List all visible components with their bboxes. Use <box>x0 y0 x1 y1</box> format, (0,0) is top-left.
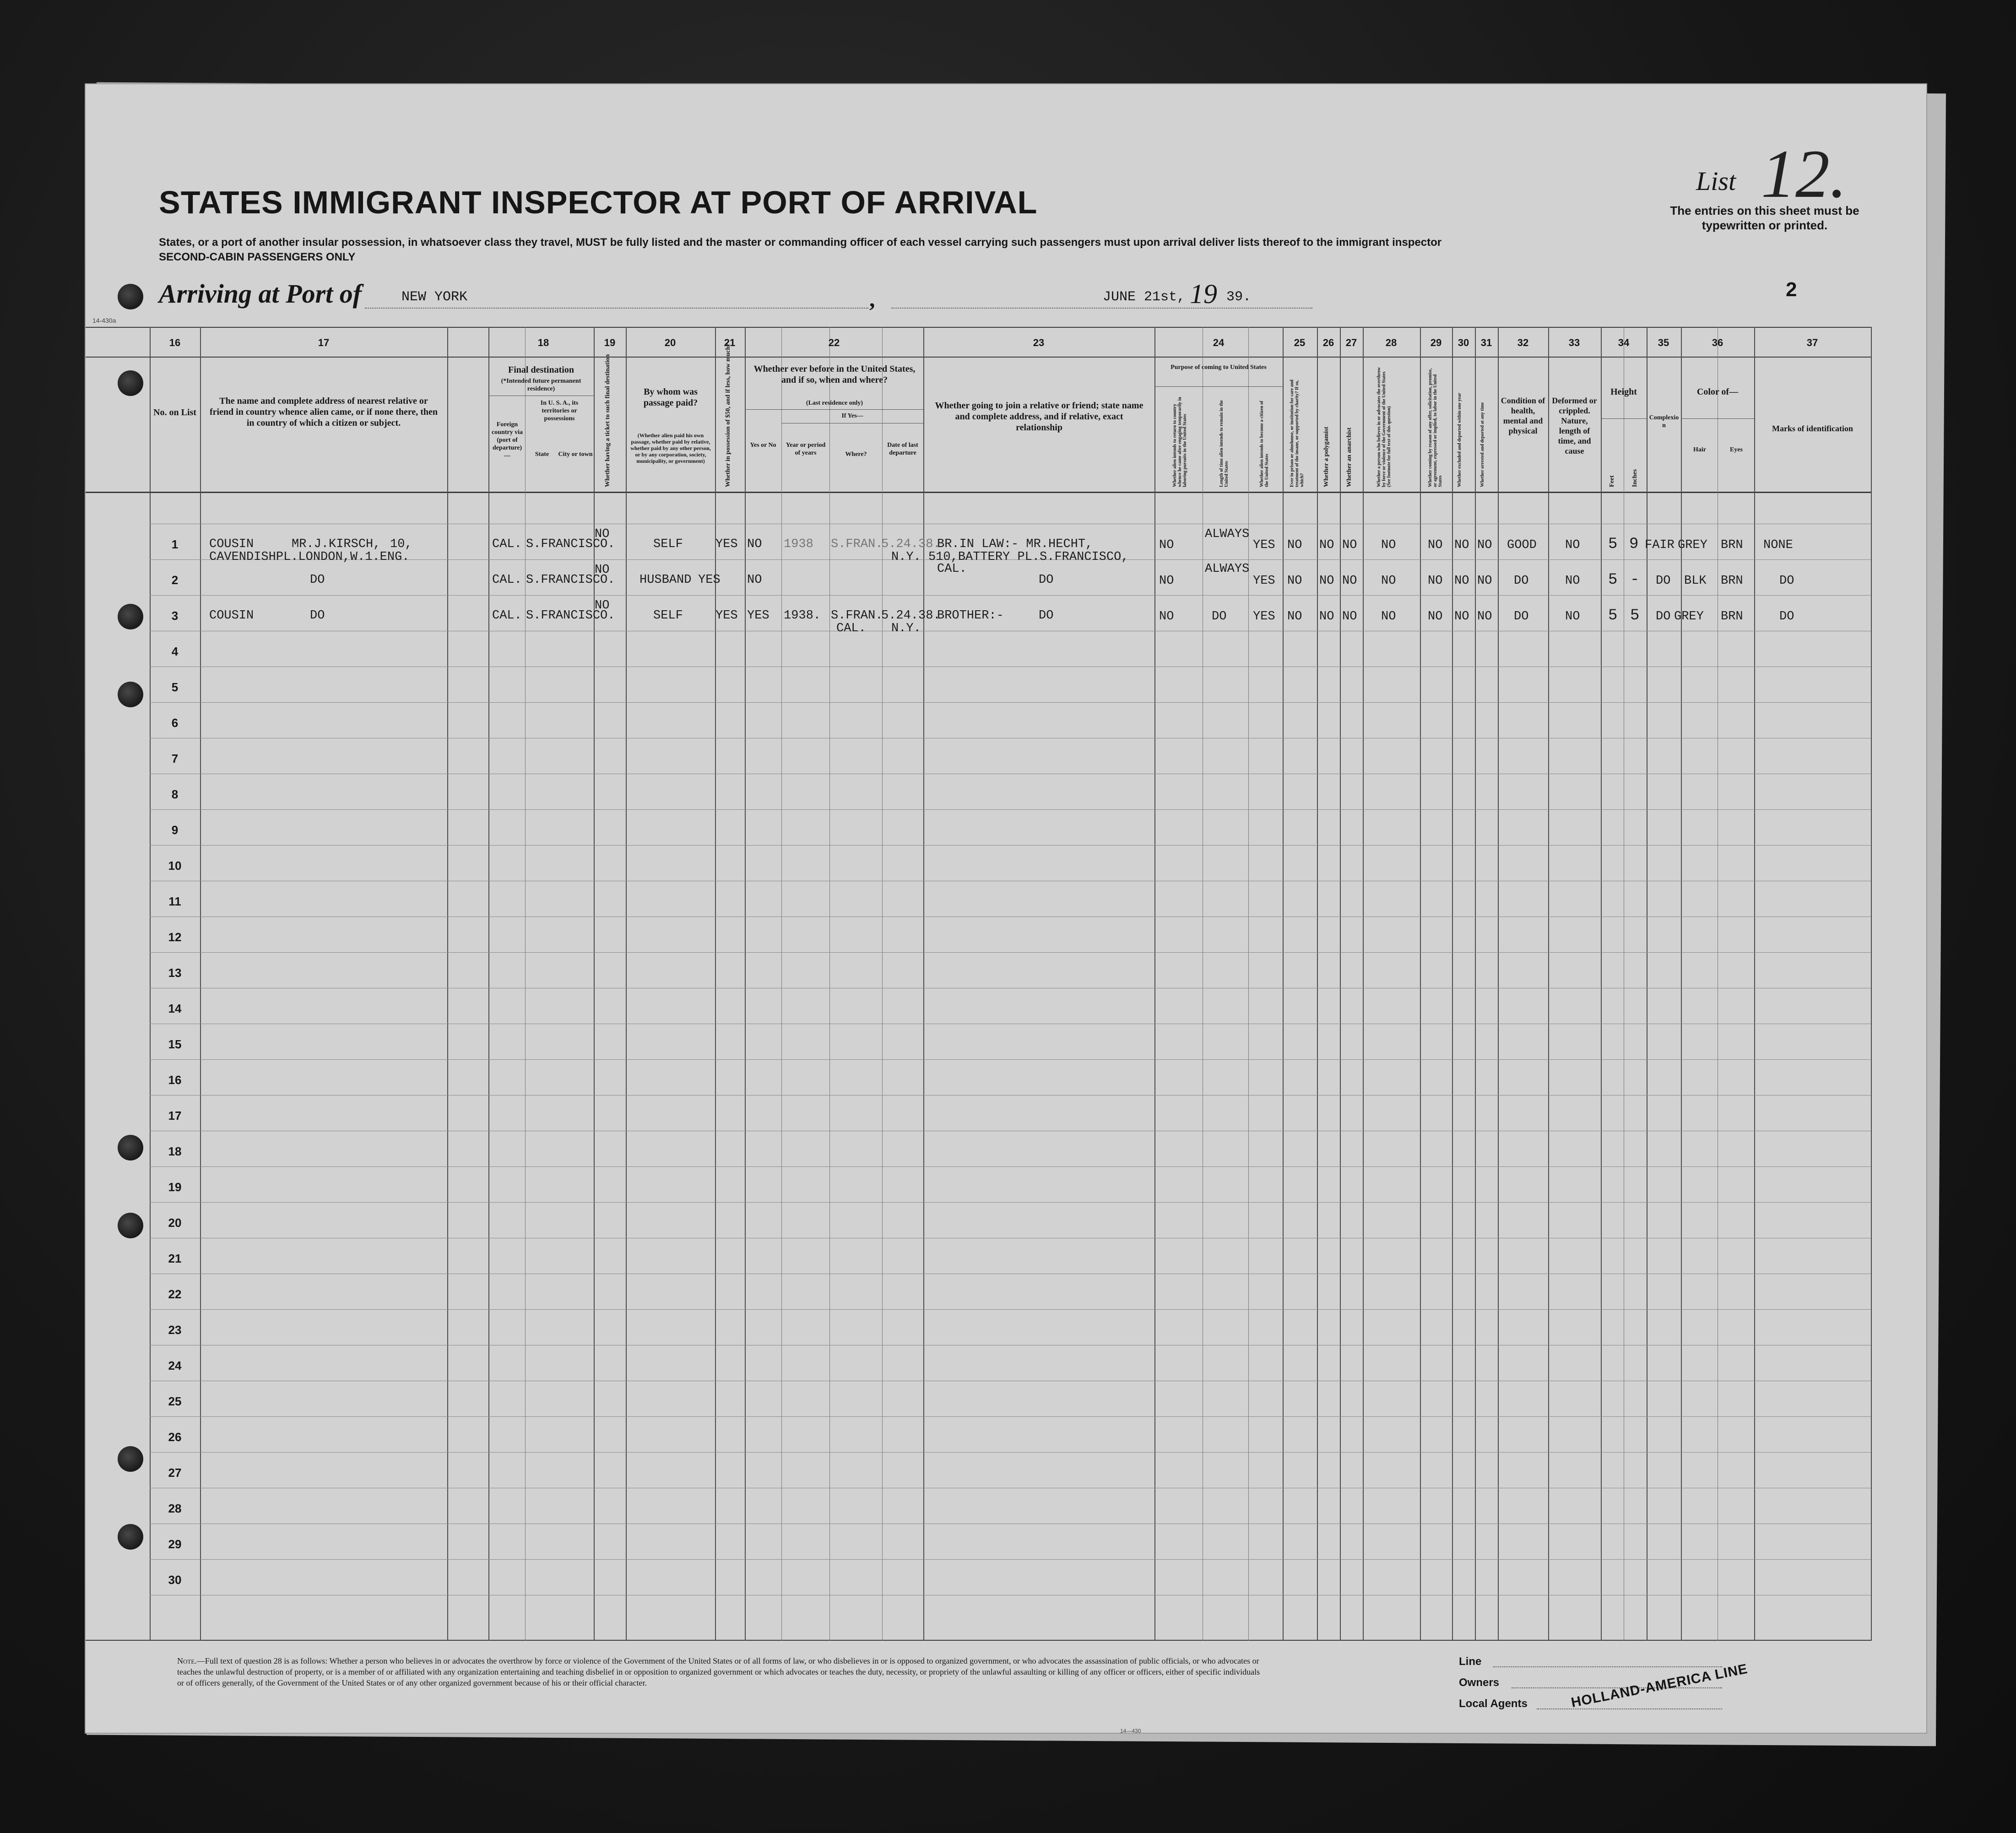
row-number: 6 <box>171 716 179 730</box>
header-where: Where? <box>845 451 867 458</box>
r2-complexion: DO <box>1656 574 1671 588</box>
r3-anarchist: NO <box>1342 610 1357 624</box>
r3-marks: DO <box>1779 610 1794 624</box>
r1-city: S.FRANCISCO. <box>526 537 615 551</box>
header-ticket: Whether having a ticket to such final destination <box>604 354 611 487</box>
row-number: 17 <box>168 1109 182 1123</box>
column-number: 21 <box>724 337 736 348</box>
header-feet: Feet <box>1609 475 1615 487</box>
column-number: 27 <box>1345 337 1357 348</box>
r2-eyes: BRN <box>1721 574 1743 588</box>
header-inches: Inches <box>1631 469 1638 487</box>
header-in-usa: In U. S. A., its territories or possessions <box>540 400 579 422</box>
header-overthrow: Whether a person who believes in or advocates the overthrow by force or violence of the Government of the United States (See footnote for full text of this question) <box>1377 367 1392 487</box>
header-fifty-dollars: Whether in possession of $50, and if less, how much? <box>725 343 732 487</box>
subheader-rule <box>1154 386 1283 387</box>
r2-hair: BLK <box>1684 574 1707 588</box>
row-number: 3 <box>171 609 179 623</box>
row-rule <box>150 1202 1871 1203</box>
row-number: 24 <box>168 1359 182 1372</box>
header-ever-before: Whether ever before in the United States, and if so, when and where? <box>753 364 916 385</box>
row-number: 4 <box>171 645 179 658</box>
footnote-text: —Full text of question 28 is as follows: Whether a person who believes in or advocates the overthrow by force or violence of the Government of the United States or of all forms of law, or who disbelieves in or is opposed to organized government, or who advocates the assassination of public officials, or who advocates or teaches the unlawful destruction of property, or is a member of or affiliated with any organization entertaining and teaching disbelief in or opposition to organized government or which advocates or teaches the duty, necessity, or propriety of the unlawful assaulting or killing of any officer or officers, either of specific individuals or of officers generally, of the Government of the United States or of any other organized government because of his or their official character. <box>177 1656 1260 1687</box>
r3-join-line2: N.Y. <box>891 622 921 635</box>
r1-ever-before: NO <box>747 537 762 551</box>
holland-america-stamp: HOLLAND-AMERICA LINE <box>1570 1661 1749 1711</box>
year-value: 39. <box>1226 289 1252 305</box>
row-rule <box>150 845 1871 846</box>
column-number: 30 <box>1458 337 1469 348</box>
header-anarchist: Whether an anarchist <box>1346 427 1353 487</box>
header-bottom-rule <box>86 492 1871 493</box>
r2-join: DO <box>1039 573 1054 587</box>
r1-date: 5.24.38. <box>881 537 941 551</box>
year-prefix: 19 <box>1190 279 1217 309</box>
r1-prison: NO <box>1287 538 1302 552</box>
list-label: List <box>1696 166 1736 196</box>
row-number: 14 <box>168 1002 182 1015</box>
column-number: 28 <box>1385 337 1397 348</box>
r2-inches: - <box>1630 571 1640 589</box>
r1-relative-number: 10, <box>390 537 412 551</box>
header-hair: Hair <box>1693 446 1706 453</box>
header-height: Height <box>1610 387 1637 397</box>
column-number: 35 <box>1658 337 1669 348</box>
subheader-rule <box>745 409 923 410</box>
subheader-rule <box>1601 418 1647 419</box>
row-number: 23 <box>168 1323 182 1337</box>
r2-polygamist: NO <box>1319 574 1334 588</box>
header-year-period: Year or period of years <box>786 442 826 456</box>
r1-relative: COUSIN <box>209 537 254 551</box>
r2-arrested: NO <box>1477 574 1492 588</box>
manifest-page <box>85 83 1927 1734</box>
header-deformed: Deformed or crippled. Nature, length of time, and cause <box>1552 396 1597 456</box>
footer-form-code: 14—430 <box>1120 1728 1141 1734</box>
row-number: 13 <box>168 966 182 980</box>
column-number: 18 <box>537 337 549 348</box>
column-number: 22 <box>828 337 840 348</box>
r2-anarchist: NO <box>1342 574 1357 588</box>
port-comma: , <box>869 286 875 312</box>
footer-line-rule <box>1493 1666 1722 1667</box>
r1-join-line2: N.Y. 510,BATTERY PL.S.FRANCISCO, <box>891 550 1129 564</box>
r3-date: 5.24.38. <box>881 609 941 623</box>
r2-relative-name: DO <box>310 573 325 587</box>
r3-deformed: NO <box>1565 610 1580 624</box>
header-purpose: Purpose of coming to United States <box>1171 364 1267 371</box>
r2-prison: NO <box>1287 574 1302 588</box>
column-number: 23 <box>1033 337 1045 348</box>
r1-where: S.FRAN. <box>831 537 883 551</box>
r3-state: CAL. <box>492 609 522 623</box>
r3-hair: GREY <box>1674 610 1704 624</box>
r3-relative: COUSIN <box>209 609 254 623</box>
r1-deformed: NO <box>1565 538 1580 552</box>
r3-ticket: NO <box>595 599 610 613</box>
row-rule <box>150 702 1871 703</box>
header-purpose-length: Length of time alien intends to remain in the United States <box>1219 400 1229 487</box>
header-color-of: Color of— <box>1696 387 1739 397</box>
r1-citizen: YES <box>1253 538 1275 552</box>
r1-offer: NO <box>1428 538 1443 552</box>
footnote-label: Note. <box>177 1656 197 1665</box>
header-date-last-departure: Date of last departure <box>887 442 918 456</box>
header-health: Condition of health, mental and physical <box>1501 396 1545 435</box>
r3-join-do: DO <box>1039 609 1054 623</box>
row-number: 22 <box>168 1287 182 1301</box>
r1-ticket: NO <box>595 527 610 541</box>
row-number: 18 <box>168 1144 182 1158</box>
header-final-destination-note: (*Intended future permanent residence) <box>501 378 581 392</box>
r3-eyes: BRN <box>1721 610 1743 624</box>
row-number: 10 <box>168 859 182 873</box>
r1-join-line3: CAL. <box>937 562 967 576</box>
row-number: 9 <box>171 823 179 837</box>
row-number: 26 <box>168 1430 182 1444</box>
r2-paid-by: HUSBAND <box>639 573 692 587</box>
r1-polygamist: NO <box>1319 538 1334 552</box>
r1-feet: 5 <box>1608 536 1618 553</box>
header-prison: Ever in prison or almshouse, or institution for care and treatment of the insane, or supported by charity? If so, which? <box>1290 380 1305 487</box>
r2-excluded: NO <box>1454 574 1469 588</box>
row-number: 1 <box>171 537 179 551</box>
r1-inches: 9 <box>1629 536 1639 553</box>
header-arrested: Whether arrested and deported at any time <box>1480 402 1485 487</box>
r3-ever-before: YES <box>747 609 770 623</box>
row-rule <box>150 595 1871 596</box>
row-number: 15 <box>168 1037 182 1051</box>
r1-complexion: FAIR <box>1645 538 1675 552</box>
column-number: 33 <box>1568 337 1580 348</box>
r2-health: DO <box>1514 574 1529 588</box>
r1-paid-by: SELF <box>653 537 683 551</box>
row-rule <box>150 1166 1871 1167</box>
row-rule <box>150 809 1871 810</box>
r3-polygamist: NO <box>1319 610 1334 624</box>
header-nearest-relative: The name and complete address of nearest relative or friend in country whence alien came, or if none there, then in country of which a citizen or subject. <box>209 396 438 428</box>
r2-state: CAL. <box>492 573 522 587</box>
r1-join-line1: BR.IN LAW:- MR.HECHT, <box>937 537 1093 551</box>
r3-overthrow: NO <box>1381 610 1396 624</box>
header-city: City or town <box>558 451 593 458</box>
footer-agents-rule <box>1537 1708 1722 1709</box>
header-complexion: Complexion <box>1649 414 1679 429</box>
r3-inches: 5 <box>1630 607 1640 624</box>
r3-complexion: DO <box>1656 610 1671 624</box>
header-passage-paid-note: (Whether alien paid his own passage, whether paid by relative, whether paid by any other person, or by any corporation, society, municipality, or government) <box>630 432 711 464</box>
r2-deformed: NO <box>1565 574 1580 588</box>
r3-year: 1938. <box>784 609 821 623</box>
r1-marks: NONE <box>1763 538 1793 552</box>
column-number: 25 <box>1294 337 1306 348</box>
row-number: 21 <box>168 1252 182 1265</box>
r1-anarchist: NO <box>1342 538 1357 552</box>
column-number-rule <box>86 357 1871 358</box>
port-label: Arriving at Port of <box>159 279 362 309</box>
r1-return: NO <box>1159 538 1174 552</box>
r2-citizen: YES <box>1253 574 1275 588</box>
form-code: 14-430a <box>92 317 116 324</box>
footer-agents-label: Local Agents <box>1459 1697 1528 1710</box>
column-number: 17 <box>318 337 330 348</box>
row-number: 25 <box>168 1394 182 1408</box>
column-number: 37 <box>1806 337 1818 348</box>
manifest-grid <box>86 84 1927 1734</box>
header-passage-paid: By whom was passage paid? <box>643 387 698 408</box>
row-number: 19 <box>168 1180 182 1194</box>
port-value: NEW YORK <box>401 289 468 305</box>
r1-health: GOOD <box>1507 538 1537 552</box>
r3-prison: NO <box>1287 610 1302 624</box>
row-rule <box>150 1559 1871 1560</box>
r3-return: NO <box>1159 610 1174 624</box>
row-rule <box>150 1309 1871 1310</box>
r1-eyes: BRN <box>1721 538 1743 552</box>
subtitle-line-2: SECOND-CABIN PASSENGERS ONLY <box>159 251 356 263</box>
header-yes-or-no: Yes or No <box>750 442 776 449</box>
r1-length: ALWAYS <box>1205 527 1250 541</box>
row-rule <box>150 1059 1871 1060</box>
column-number: 26 <box>1322 337 1334 348</box>
row-number: 8 <box>171 787 179 801</box>
r2-overthrow: NO <box>1381 574 1396 588</box>
grid-bottom-rule <box>86 1640 1871 1641</box>
header-final-destination: Final destination <box>508 365 574 375</box>
r1-hair: GREY <box>1678 538 1707 552</box>
header-purpose-citizen: Whether alien intends to become a citizen of the United States <box>1259 401 1269 487</box>
r1-excluded: NO <box>1454 538 1469 552</box>
header-labor-offer: Whether coming by reason of any offer, solicitation, promise, or agreement, expressed or implied, to labor in the United States <box>1428 368 1443 487</box>
header-going-to-join: Whether going to join a relative or friend; state name and complete address, and if relative, exact relationship <box>935 401 1143 433</box>
column-number: 36 <box>1712 337 1723 348</box>
r2-return: NO <box>1159 574 1174 588</box>
r2-offer: NO <box>1428 574 1443 588</box>
column-number: 34 <box>1618 337 1630 348</box>
grid-top-rule <box>86 327 1871 328</box>
header-if-yes: If Yes— <box>841 412 863 419</box>
list-number: 12. <box>1761 136 1847 212</box>
sheet-number: 2 <box>1786 278 1797 301</box>
r3-join-line1: BROTHER:- <box>937 609 1004 623</box>
r1-overthrow: NO <box>1381 538 1396 552</box>
column-number: 24 <box>1213 337 1225 348</box>
r2-feet: 5 <box>1608 571 1618 589</box>
header-foreign-country: Foreign country via (port of departure)— <box>491 421 523 459</box>
list-note: The entries on this sheet must be typewritten or printed. <box>1670 204 1859 232</box>
r3-where-line2: CAL. <box>836 622 866 635</box>
r2-city: S.FRANCISCO. <box>526 573 615 587</box>
row-rule <box>150 952 1871 953</box>
row-rule <box>150 1452 1871 1453</box>
r1-state: CAL. <box>492 537 522 551</box>
footer-line-label: Line <box>1459 1655 1482 1668</box>
r3-city: S.FRANCISCO. <box>526 609 615 623</box>
r2-ever-before: NO <box>747 573 762 587</box>
row-number: 2 <box>171 573 179 587</box>
r2-marks: DO <box>1779 574 1794 588</box>
column-number: 19 <box>604 337 616 348</box>
row-number: 7 <box>171 752 179 765</box>
r2-ticket: NO <box>595 563 610 577</box>
r3-relative-name: DO <box>310 609 325 623</box>
document-title: STATES IMMIGRANT INSPECTOR AT PORT OF ARRIVAL <box>159 184 1038 220</box>
row-rule <box>150 1416 1871 1417</box>
row-number: 29 <box>168 1537 182 1551</box>
r3-where-line1: S.FRAN. <box>831 609 883 623</box>
row-number: 11 <box>168 895 181 908</box>
subtitle-line-1: States, or a port of another insular possession, in whatsoever class they travel, MUST be fully listed and the master or commanding officer of each vessel carrying such passengers must upon arrival deliver lists thereof to the immigrant inspector <box>159 236 1442 249</box>
row-number: 28 <box>168 1502 182 1515</box>
column-number: 20 <box>664 337 676 348</box>
r1-relative-name: MR.J.KIRSCH, <box>292 537 381 551</box>
header-eyes: Eyes <box>1730 446 1743 453</box>
date-value: JUNE 21st, <box>1103 289 1186 305</box>
column-number: 29 <box>1430 337 1442 348</box>
row-number: 12 <box>168 930 182 944</box>
column-number: 16 <box>169 337 181 348</box>
r3-health: DO <box>1514 610 1529 624</box>
r3-excluded: NO <box>1454 610 1469 624</box>
r1-relative-address: CAVENDISHPL.LONDON,W.1.ENG. <box>209 550 410 564</box>
r3-offer: NO <box>1428 610 1443 624</box>
header-no-on-list: No. on List <box>153 407 196 418</box>
header-polygamist: Whether a polygamist <box>1323 427 1330 487</box>
header-marks: Marks of identification <box>1772 424 1853 433</box>
header-excluded: Whether excluded and deported within one year <box>1457 393 1462 487</box>
row-number: 20 <box>168 1216 182 1230</box>
column-number: 32 <box>1517 337 1529 348</box>
r3-paid-by: SELF <box>653 609 683 623</box>
header-ever-before-note: (Last residence only) <box>806 400 863 407</box>
r1-arrested: NO <box>1477 538 1492 552</box>
header-state: State <box>535 451 549 458</box>
r3-length: DO <box>1212 610 1227 624</box>
row-number: 27 <box>168 1466 182 1480</box>
column-number: 31 <box>1480 337 1492 348</box>
row-number: 30 <box>168 1573 182 1587</box>
r3-feet: 5 <box>1608 607 1618 624</box>
r3-arrested: NO <box>1477 610 1492 624</box>
r1-year: 1938 <box>784 537 813 551</box>
r1-fifty: YES <box>715 537 738 551</box>
subheader-rule <box>1681 418 1754 419</box>
header-purpose-return: Whether alien intends to return to country whence he came after engaging temporarily in laboring pursuits in the United States <box>1172 397 1187 487</box>
col-rule <box>1871 327 1872 1641</box>
r2-fifty: YES <box>698 573 721 587</box>
r3-citizen: YES <box>1253 610 1275 624</box>
row-number: 16 <box>168 1073 182 1087</box>
row-rule <box>150 916 1871 917</box>
footnote <box>177 1655 1267 1688</box>
r3-fifty: YES <box>715 609 738 623</box>
footer-owners-label: Owners <box>1459 1676 1500 1689</box>
r2-length: ALWAYS <box>1205 562 1250 576</box>
row-number: 5 <box>171 680 179 694</box>
